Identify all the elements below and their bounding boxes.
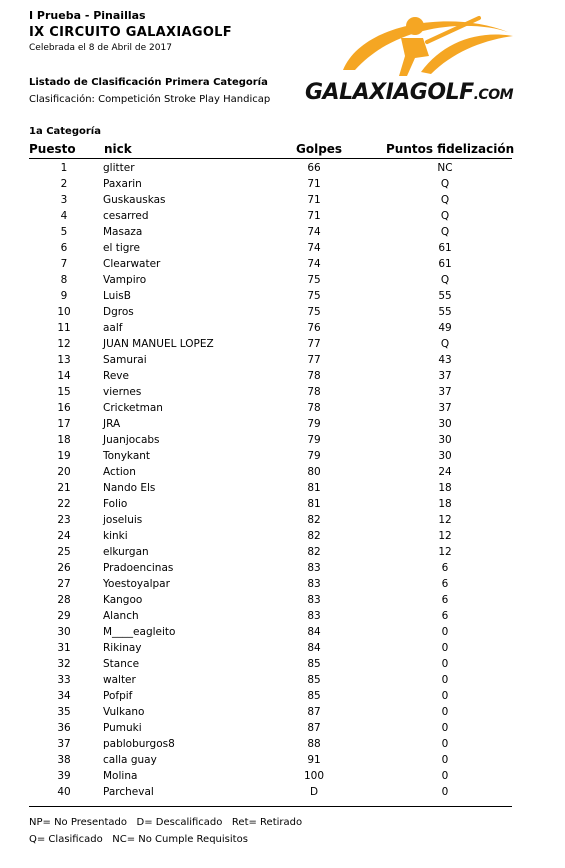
cell-puesto: 37 — [57, 738, 71, 750]
galaxiagolf-logo — [303, 12, 537, 108]
cell-golpes: 87 — [307, 706, 321, 718]
cell-puntos: Q — [440, 178, 450, 190]
cell-golpes: 82 — [307, 546, 321, 558]
cell-nick: Vulkano — [103, 706, 145, 718]
table-row — [0, 352, 565, 368]
cell-nick: Folio — [103, 498, 128, 510]
cell-nick: pabloburgos8 — [103, 738, 175, 750]
cell-nick: Rikinay — [103, 642, 142, 654]
event-name: I Prueba - Pinaillas — [29, 9, 146, 22]
cell-golpes: 77 — [307, 354, 321, 366]
cell-golpes: 71 — [307, 194, 321, 206]
table-row — [0, 592, 565, 608]
cell-golpes: 78 — [307, 402, 321, 414]
cell-puntos: Q — [440, 210, 450, 222]
cell-puesto: 31 — [57, 642, 71, 654]
cell-golpes: 87 — [307, 722, 321, 734]
cell-puntos: 0 — [441, 738, 449, 750]
table-row — [0, 208, 565, 224]
column-header-golpes: Golpes — [296, 142, 343, 156]
table-row — [0, 768, 565, 784]
cell-puntos: 0 — [441, 642, 449, 654]
table-row — [0, 304, 565, 320]
cell-puesto: 6 — [60, 242, 68, 254]
cell-golpes: D — [309, 786, 319, 798]
cell-nick: Samurai — [103, 354, 147, 366]
cell-nick: Reve — [103, 370, 129, 382]
cell-puesto: 34 — [57, 690, 71, 702]
table-row — [0, 544, 565, 560]
cell-golpes: 71 — [307, 178, 321, 190]
cell-puesto: 17 — [57, 418, 71, 430]
cell-puntos: 0 — [441, 626, 449, 638]
cell-golpes: 83 — [307, 562, 321, 574]
cell-nick: Stance — [103, 658, 140, 670]
cell-golpes: 85 — [307, 690, 321, 702]
cell-puntos: NC — [437, 162, 453, 174]
cell-golpes: 75 — [307, 290, 321, 302]
cell-golpes: 77 — [307, 338, 321, 350]
cell-golpes: 85 — [307, 658, 321, 670]
cell-nick: Nando Els — [103, 482, 156, 494]
cell-puntos: 0 — [441, 706, 449, 718]
cell-puesto: 35 — [57, 706, 71, 718]
event-date: Celebrada el 8 de Abril de 2017 — [29, 43, 172, 53]
cell-nick: viernes — [103, 386, 142, 398]
cell-puntos: 55 — [438, 290, 452, 302]
cell-nick: Cricketman — [103, 402, 163, 414]
cell-nick: Dgros — [103, 306, 134, 318]
table-row — [0, 256, 565, 272]
cell-puesto: 15 — [57, 386, 71, 398]
cell-golpes: 81 — [307, 482, 321, 494]
cell-nick: M____eagleito — [103, 626, 176, 638]
cell-puesto: 10 — [57, 306, 71, 318]
classification-table — [0, 160, 565, 800]
cell-puntos: 37 — [438, 402, 452, 414]
cell-puesto: 14 — [57, 370, 71, 382]
cell-golpes: 80 — [307, 466, 321, 478]
cell-puesto: 8 — [60, 274, 68, 286]
cell-puesto: 33 — [57, 674, 71, 686]
cell-puntos: 12 — [438, 546, 452, 558]
cell-puntos: 0 — [441, 786, 449, 798]
table-row — [0, 752, 565, 768]
cell-puntos: Q — [440, 274, 450, 286]
cell-puntos: 0 — [441, 674, 449, 686]
cell-puntos: Q — [440, 226, 450, 238]
table-row — [0, 384, 565, 400]
cell-nick: Molina — [103, 770, 138, 782]
cell-nick: Vampiro — [103, 274, 147, 286]
cell-golpes: 74 — [307, 242, 321, 254]
legend-line-1: NP= No Presentado D= Descalificado Ret= Retirado — [29, 817, 303, 828]
classification-type: Clasificación: Competición Stroke Play Handicap — [29, 94, 271, 105]
table-row — [0, 224, 565, 240]
cell-puesto: 40 — [57, 786, 71, 798]
cell-golpes: 75 — [307, 306, 321, 318]
cell-puntos: 18 — [438, 482, 452, 494]
cell-puntos: 61 — [438, 258, 452, 270]
cell-nick: Alanch — [103, 610, 139, 622]
cell-puntos: 0 — [441, 754, 449, 766]
cell-golpes: 74 — [307, 258, 321, 270]
table-row — [0, 528, 565, 544]
table-row — [0, 512, 565, 528]
cell-puntos: Q — [440, 338, 450, 350]
cell-golpes: 81 — [307, 498, 321, 510]
cell-puntos: 6 — [441, 562, 449, 574]
cell-puntos: 12 — [438, 530, 452, 542]
table-row — [0, 448, 565, 464]
cell-nick: Juanjocabs — [103, 434, 160, 446]
cell-golpes: 88 — [307, 738, 321, 750]
cell-nick: Kangoo — [103, 594, 143, 606]
cell-puntos: 18 — [438, 498, 452, 510]
cell-puntos: 0 — [441, 658, 449, 670]
cell-puesto: 26 — [57, 562, 71, 574]
circuit-title: IX CIRCUITO GALAXIAGOLF — [29, 25, 232, 40]
header-rule — [29, 158, 512, 159]
cell-puesto: 5 — [60, 226, 68, 238]
cell-puntos: 30 — [438, 434, 452, 446]
cell-puntos: 30 — [438, 418, 452, 430]
cell-puntos: 6 — [441, 594, 449, 606]
table-row — [0, 560, 565, 576]
cell-puesto: 23 — [57, 514, 71, 526]
cell-puesto: 1 — [60, 162, 68, 174]
table-row — [0, 240, 565, 256]
table-row — [0, 784, 565, 800]
table-row — [0, 432, 565, 448]
cell-golpes: 91 — [307, 754, 321, 766]
cell-golpes: 75 — [307, 274, 321, 286]
table-row — [0, 640, 565, 656]
cell-puntos: 6 — [441, 578, 449, 590]
cell-puesto: 20 — [57, 466, 71, 478]
cell-nick: cesarred — [103, 210, 149, 222]
cell-nick: Pofpif — [103, 690, 133, 702]
table-row — [0, 288, 565, 304]
cell-puesto: 19 — [57, 450, 71, 462]
cell-puntos: 0 — [441, 690, 449, 702]
cell-golpes: 83 — [307, 578, 321, 590]
cell-nick: Clearwater — [103, 258, 161, 270]
cell-golpes: 100 — [303, 770, 325, 782]
cell-puesto: 4 — [60, 210, 68, 222]
column-header-nick: nick — [104, 142, 132, 156]
cell-nick: joseluis — [103, 514, 143, 526]
table-row — [0, 672, 565, 688]
cell-golpes: 71 — [307, 210, 321, 222]
cell-puntos: 49 — [438, 322, 452, 334]
table-row — [0, 624, 565, 640]
cell-nick: Action — [103, 466, 136, 478]
cell-puesto: 9 — [60, 290, 68, 302]
table-row — [0, 368, 565, 384]
category-label: 1a Categoría — [29, 126, 101, 137]
cell-nick: calla guay — [103, 754, 157, 766]
cell-golpes: 82 — [307, 530, 321, 542]
table-row — [0, 576, 565, 592]
cell-puntos: 37 — [438, 386, 452, 398]
cell-nick: Tonykant — [103, 450, 151, 462]
cell-nick: Yoestoyalpar — [103, 578, 170, 590]
logo-wordmark: GALAXIAGOLF — [305, 80, 474, 105]
cell-puesto: 32 — [57, 658, 71, 670]
listing-title: Listado de Clasificación Primera Categoría — [29, 77, 268, 88]
table-row — [0, 176, 565, 192]
cell-puesto: 30 — [57, 626, 71, 638]
cell-puesto: 21 — [57, 482, 71, 494]
table-row — [0, 400, 565, 416]
table-row — [0, 336, 565, 352]
cell-puesto: 28 — [57, 594, 71, 606]
table-row — [0, 656, 565, 672]
footer-rule — [29, 806, 512, 807]
cell-nick: walter — [103, 674, 136, 686]
table-row — [0, 192, 565, 208]
logo-suffix: .COM — [473, 87, 514, 103]
cell-nick: Paxarin — [103, 178, 142, 190]
cell-puesto: 11 — [57, 322, 71, 334]
cell-puesto: 13 — [57, 354, 71, 366]
table-row — [0, 704, 565, 720]
cell-nick: JRA — [103, 418, 121, 430]
cell-puesto: 36 — [57, 722, 71, 734]
cell-golpes: 83 — [307, 594, 321, 606]
table-row — [0, 608, 565, 624]
cell-puntos: 43 — [438, 354, 452, 366]
cell-nick: Guskauskas — [103, 194, 166, 206]
cell-puntos: Q — [440, 194, 450, 206]
cell-puntos: 30 — [438, 450, 452, 462]
table-row — [0, 480, 565, 496]
cell-puesto: 18 — [57, 434, 71, 446]
cell-nick: elkurgan — [103, 546, 149, 558]
cell-golpes: 66 — [307, 162, 321, 174]
cell-puesto: 27 — [57, 578, 71, 590]
cell-nick: LuisB — [103, 290, 131, 302]
cell-golpes: 74 — [307, 226, 321, 238]
cell-puesto: 12 — [57, 338, 71, 350]
cell-nick: el tigre — [103, 242, 140, 254]
table-row — [0, 496, 565, 512]
cell-nick: glitter — [103, 162, 135, 174]
table-row — [0, 160, 565, 176]
cell-puntos: 61 — [438, 242, 452, 254]
cell-golpes: 79 — [307, 434, 321, 446]
cell-puesto: 2 — [60, 178, 68, 190]
table-row — [0, 688, 565, 704]
cell-golpes: 84 — [307, 626, 321, 638]
cell-golpes: 83 — [307, 610, 321, 622]
legend-line-2: Q= Clasificado NC= No Cumple Requisitos — [29, 834, 248, 845]
cell-puesto: 3 — [60, 194, 68, 206]
cell-nick: JUAN MANUEL LOPEZ — [103, 338, 214, 350]
table-row — [0, 320, 565, 336]
cell-puesto: 22 — [57, 498, 71, 510]
cell-nick: Parcheval — [103, 786, 154, 798]
cell-nick: Pradoencinas — [103, 562, 174, 574]
column-header-puntos: Puntos fidelización — [386, 142, 515, 156]
cell-golpes: 85 — [307, 674, 321, 686]
table-row — [0, 464, 565, 480]
cell-puntos: 0 — [441, 722, 449, 734]
cell-golpes: 76 — [307, 322, 321, 334]
cell-golpes: 84 — [307, 642, 321, 654]
cell-puesto: 7 — [60, 258, 68, 270]
table-row — [0, 720, 565, 736]
cell-puntos: 55 — [438, 306, 452, 318]
cell-puntos: 24 — [438, 466, 452, 478]
table-row — [0, 272, 565, 288]
cell-puesto: 29 — [57, 610, 71, 622]
cell-nick: Pumuki — [103, 722, 142, 734]
table-row — [0, 416, 565, 432]
cell-puesto: 38 — [57, 754, 71, 766]
cell-puesto: 16 — [57, 402, 71, 414]
cell-golpes: 79 — [307, 450, 321, 462]
cell-nick: Masaza — [103, 226, 143, 238]
cell-puntos: 0 — [441, 770, 449, 782]
cell-puesto: 39 — [57, 770, 71, 782]
golfer-swing-icon — [303, 12, 537, 82]
cell-golpes: 82 — [307, 514, 321, 526]
cell-puesto: 25 — [57, 546, 71, 558]
cell-puntos: 37 — [438, 370, 452, 382]
cell-puntos: 6 — [441, 610, 449, 622]
cell-puntos: 12 — [438, 514, 452, 526]
table-row — [0, 736, 565, 752]
cell-nick: kinki — [103, 530, 128, 542]
cell-golpes: 78 — [307, 386, 321, 398]
cell-puesto: 24 — [57, 530, 71, 542]
cell-nick: aalf — [103, 322, 123, 334]
column-header-puesto: Puesto — [29, 142, 76, 156]
cell-golpes: 78 — [307, 370, 321, 382]
cell-golpes: 79 — [307, 418, 321, 430]
